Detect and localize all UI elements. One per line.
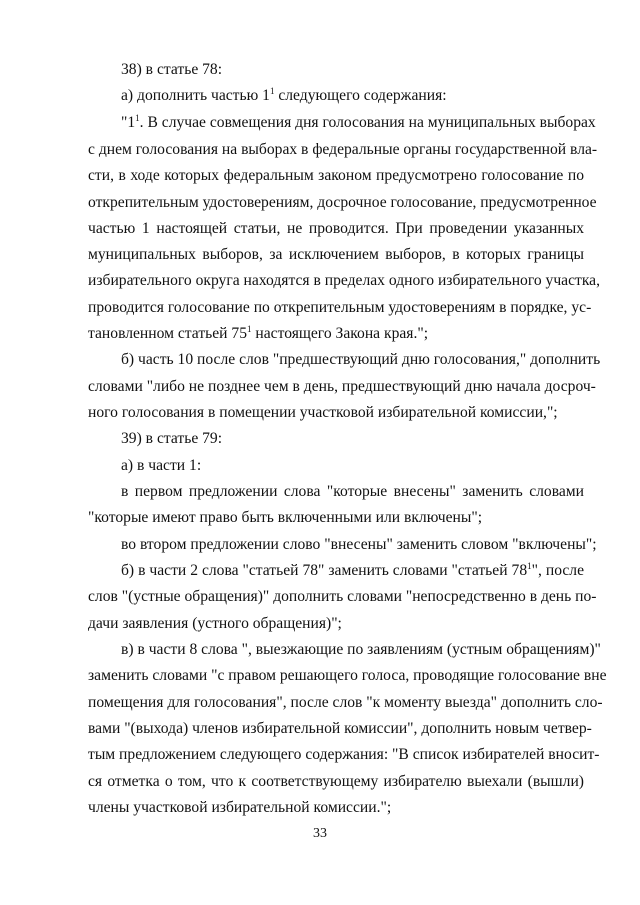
quote-line-9: тановленном статьей $75^1$ настоящего Закона края."; <box>88 323 429 342</box>
item-39-a-heading: а) в части 1: <box>121 457 202 474</box>
item-39-c-line-3: помещения для голосования", после слов "к моменту выезда" дополнить сло- <box>88 694 603 711</box>
item-39-c-line-4: вами "(выхода) членов избирательной комиссии", дополнить новым четвер- <box>88 720 592 737</box>
page-number: 33 <box>313 826 327 841</box>
item-39-c-line-1: в) в части 8 слова ", выезжающие по заявлениям (устным обращениям)" <box>121 641 601 658</box>
item-39-a-line-2: "которые имеют право быть включенными или включены"; <box>88 509 483 526</box>
item-39-c-line-7: члены участковой избирательной комиссии."; <box>88 799 392 816</box>
quote-line-2: с днем голосования на выборах в федеральные органы государственной вла- <box>88 141 598 158</box>
quote-line-1: "$1^1$. В случае совмещения дня голосования на муниципальных выборах <box>121 112 596 131</box>
item-39-a-line-1: в первом предложении слова "которые внесены" заменить словами <box>121 483 584 500</box>
item-39-b-line-2: слов "(устные обращения)" дополнить словами "непосредственно в день по- <box>88 588 597 605</box>
item-38-b-line-2: словами "либо не позднее чем в день, предшествующий дню начала досроч- <box>88 378 596 395</box>
item-38-b-line-3: ного голосования в помещении участковой избирательной комиссии,"; <box>88 404 558 421</box>
item-39-a-line-3: во втором предложении слово "внесены" заменить словом "включены"; <box>121 536 597 553</box>
quote-line-3: сти, в ходе которых федеральным законом предусмотрено голосование по <box>88 167 584 184</box>
item-38-a: а) дополнить частью $1^1$ следующего содержания: <box>121 85 447 104</box>
item-39-heading: 39) в статье 79: <box>121 430 223 447</box>
quote-line-8: проводится голосование по открепительным удостоверениям в порядке, ус- <box>88 299 592 316</box>
item-39-c-line-5: тым предложением следующего содержания: "В список избирателей вносит- <box>88 746 600 763</box>
item-38-heading: 38) в статье 78: <box>121 61 223 78</box>
item-39-c-line-6: ся отметка о том, что к соответствующему избирателю выехали (вышли) <box>88 773 584 790</box>
quote-line-5: частью 1 настоящей статьи, не проводится. При проведении указанных <box>88 220 584 237</box>
item-38-b-line-1: б) часть 10 после слов "предшествующий дню голосования," дополнить <box>121 351 601 368</box>
item-39-c-line-2: заменить словами "с правом решающего голоса, проводящие голосование вне <box>88 667 607 684</box>
quote-line-7: избирательного округа находятся в пределах одного избирательного участка, <box>88 272 600 289</box>
item-39-b-line-3: дачи заявления (устного обращения)"; <box>88 615 342 632</box>
item-39-b-line-1: б) в части 2 слова "статьей 78" заменить словами "статьей $78^1$", после <box>121 560 585 579</box>
quote-line-6: муниципальных выборов, за исключением выборов, в которых границы <box>88 246 584 263</box>
quote-line-4: открепительным удостоверениям, досрочное голосование, предусмотренное <box>88 194 597 211</box>
